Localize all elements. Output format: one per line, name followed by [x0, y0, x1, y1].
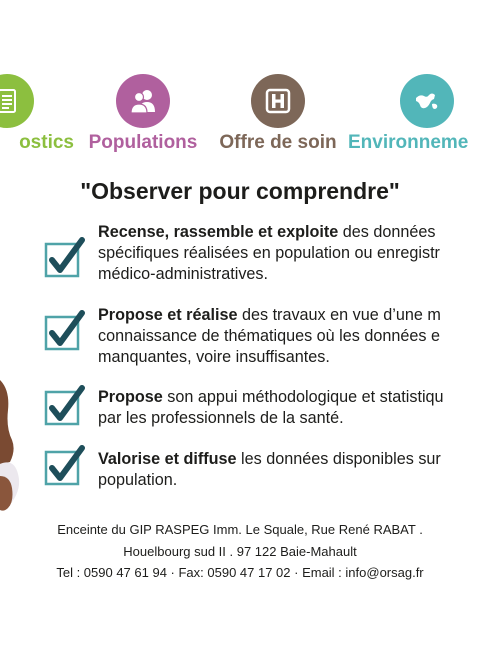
category-populations	[68, 74, 218, 154]
hospital-icon	[251, 74, 305, 128]
map-icon	[400, 74, 454, 128]
category-label: Offre de soin	[219, 132, 337, 153]
item-text: Propose son appui méthodologique et statistiqu par les professionnels de la santé.	[98, 388, 444, 427]
people-icon	[116, 74, 170, 128]
footer-contact	[0, 519, 480, 584]
category-label: Populations	[88, 132, 198, 153]
item-text: Valorise et diffuse les données disponibles sur population.	[98, 450, 441, 489]
document-icon	[0, 74, 34, 128]
item-text: Propose et réalise des travaux en vue d’une m connaissance de thématiques où les données e manquantes, voire insuffisantes.	[98, 306, 441, 366]
checkbox-check-icon	[44, 384, 90, 428]
category-label: Environneme	[348, 132, 469, 153]
page-title: "Observer pour comprendre"	[80, 178, 400, 204]
category-label: ostics	[19, 132, 74, 153]
checkbox-check-icon	[44, 444, 90, 488]
address-line: Enceinte du GIP RASPEG Imm. Le Squale, Rue René RABAT .	[57, 522, 423, 537]
address-line: Houelbourg sud II . 97 122 Baie-Mahault	[123, 543, 357, 559]
item-text: Recense, rassemble et exploite des données spécifiques réalisées en population ou enregistr médico-administratives.	[98, 223, 440, 283]
checkbox-check-icon	[44, 309, 90, 353]
checkbox-check-icon	[44, 236, 90, 280]
category-environnement	[348, 74, 480, 154]
contact-line: Tel : 0590 47 61 94 · Fax: 0590 47 17 02 · Email : info@orsag.fr	[56, 565, 424, 580]
category-offre-de-soin	[203, 74, 353, 154]
baby-photo	[0, 380, 30, 530]
